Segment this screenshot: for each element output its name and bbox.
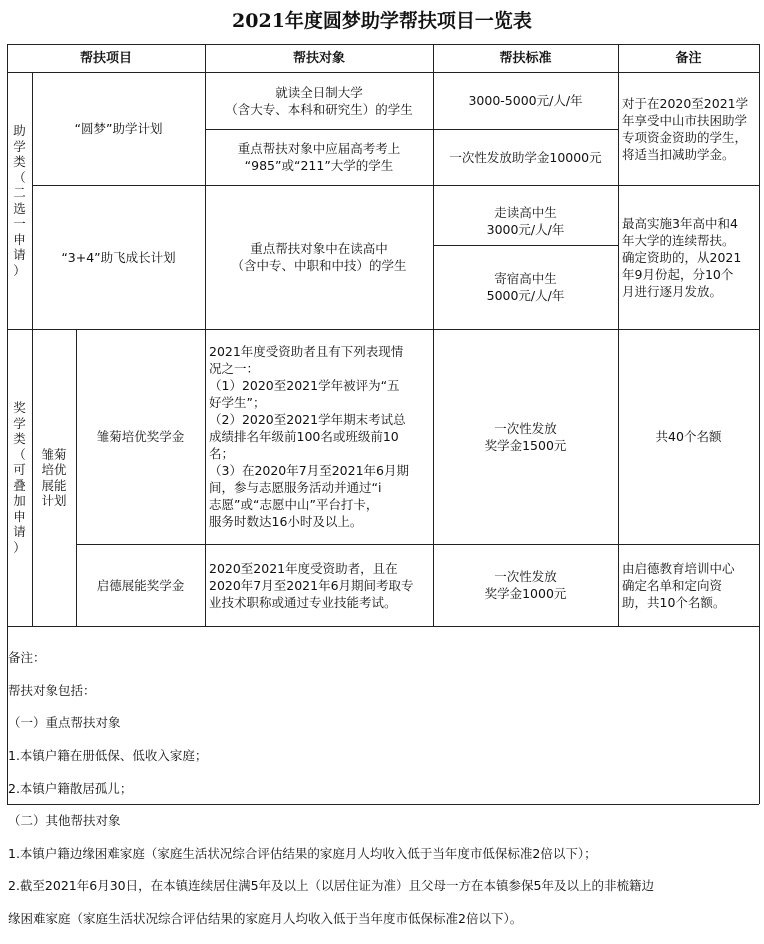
- award-daisy-remark: 共40个名额: [655, 429, 722, 444]
- daisy-plan-label: 雏菊 培优 展能 计划: [41, 446, 67, 508]
- header-project: 帮扶项目: [79, 50, 132, 66]
- award-daisy-target: 2021年度受资助者且有下列表现情 况之一： （1）2020至2021学年被评为“五 好学生”； （2）2020至2021学年期末考试总 成绩排名年级前100名或班级前10 名； （3）在2020年7月至2021年6月期 间，参与志愿服务活动并通过“i 志愿”或“志愿中山”平台打卡， 服务时数达16小时及以上。: [209, 344, 409, 529]
- plan-yuanmeng-target-2: 重点帮扶对象中应届高考考上 “985”或“211”大学的学生: [237, 141, 401, 173]
- plan-yuanmeng-standard-2: 一次性发放助学金10000元: [449, 149, 602, 165]
- notes-line: （二）其他帮扶对象: [8, 813, 121, 829]
- header-target: 帮扶对象: [292, 50, 345, 66]
- header-standard: 帮扶标准: [499, 50, 552, 66]
- notes-line: 2.截至2021年6月30日，在本镇连续居住满5年及以上（以居住证为准）且父母一方在本镇参保5年及以上的非梳籍边: [8, 878, 655, 894]
- notes-line: 1.本镇户籍在册低保、低收入家庭；: [8, 748, 208, 764]
- award-daisy-name: 雏菊培优奖学金: [96, 429, 185, 444]
- notes-line: 缘困难家庭（家庭生活状况综合评估结果的家庭月人均收入低于当年度市低保标准2倍以下）。: [8, 911, 523, 927]
- award-qide-remark: 由启德教育培训中心 确定名单和定向资 助，共10个名额。: [622, 560, 735, 610]
- category-aid-label: 助 学 类 （ 二 选 一 申 请 ）: [13, 123, 26, 278]
- page-title: 2021年度圆梦助学帮扶项目一览表: [232, 10, 532, 32]
- plan-3plus4-name: “3+4”助飞成长计划: [61, 249, 176, 265]
- award-qide-name: 启德展能奖学金: [96, 577, 185, 593]
- notes-line: 1.本镇户籍边缘困难家庭（家庭生活状况综合评估结果的家庭月人均收入低于当年度市低保标准2倍以下）；: [8, 845, 597, 861]
- notes-line: 帮扶对象包括：: [8, 682, 96, 698]
- category-award-label: 奖 学 类 （ 可 叠 加 申 请 ）: [13, 400, 26, 555]
- plan-3plus4-standard-day: 走读高中生 3000元/人/年: [486, 205, 565, 237]
- notes-line: （一）重点帮扶对象: [8, 715, 121, 731]
- award-daisy-standard: 一次性发放 奖学金1500元: [484, 420, 567, 453]
- plan-yuanmeng-target-1: 就读全日制大学 （含大专、本科和研究生）的学生: [225, 84, 413, 117]
- plan-3plus4-remark: 最高实施3年高中和4 年大学的连续帮扶。 确定资助的，从2021 年9月份起，分10个 月进行逐月发放。: [622, 215, 742, 299]
- notes-line: 备注：: [8, 650, 46, 666]
- award-qide-target: 2020至2021年度受资助者，且在 2020年7月至2021年6月期间考取专 业技术职称或通过专业技能考试。: [209, 560, 414, 610]
- plan-yuanmeng-remark: 对于在2020至2021学 年享受中山市扶困助学 专项资金资助的学生， 将适当扣减助学金。: [622, 95, 749, 162]
- plan-3plus4-target: 重点帮扶对象中在读高中 （含中专、中职和中技）的学生: [231, 241, 407, 273]
- award-qide-standard: 一次性发放 奖学金1000元: [484, 569, 567, 601]
- notes-line: 2.本镇户籍散居孤儿；: [8, 780, 133, 796]
- plan-3plus4-standard-boarding: 寄宿高中生 5000元/人/年: [486, 271, 565, 303]
- notes-section: [8, 634, 760, 944]
- header-remark: 备注: [675, 50, 702, 66]
- plan-yuanmeng-standard-1: 3000-5000元/人/年: [468, 93, 583, 108]
- plan-yuanmeng-name: “圆梦”助学计划: [74, 121, 163, 136]
